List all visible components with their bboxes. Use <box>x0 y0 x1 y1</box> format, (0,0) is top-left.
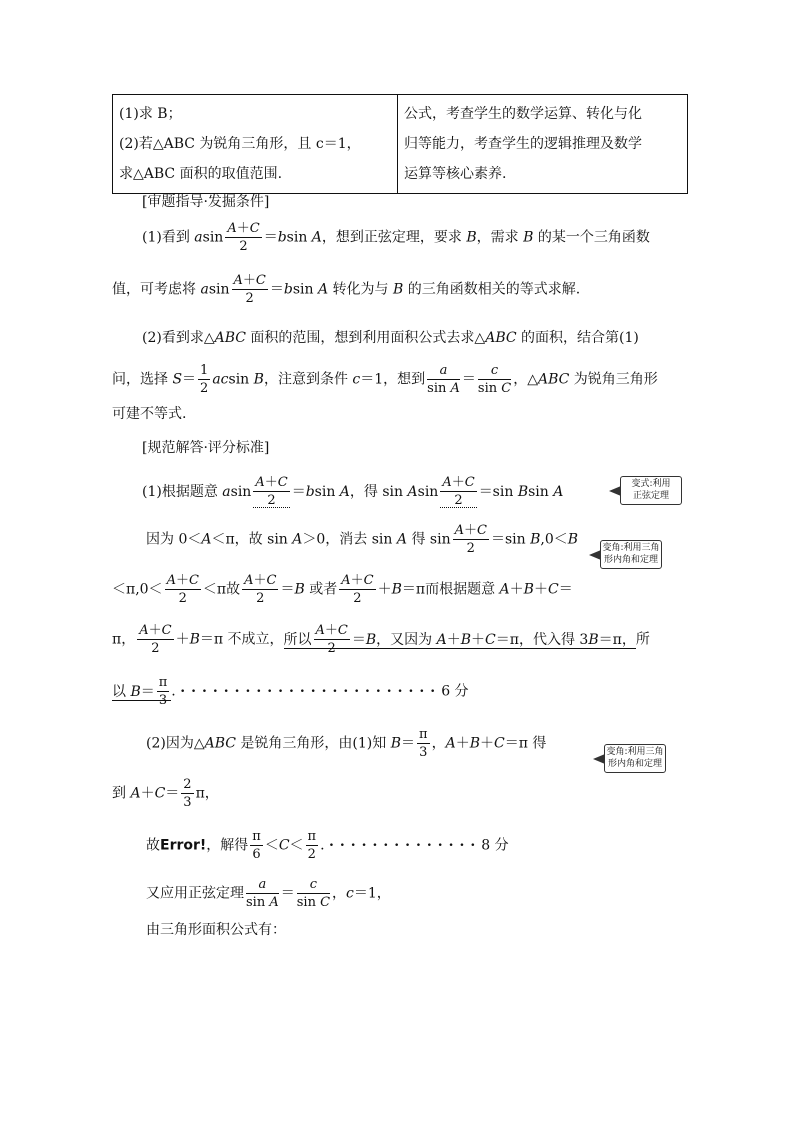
analysis-line-1: 公式，考查学生的数学运算、转化与化 <box>404 106 642 122</box>
solution-part2-line-3: 故Error!，解得 $\frac{\pi}{6}$ ＜C＜ $\frac{\pi}{2}$ . ··············8 分 <box>146 829 509 862</box>
analysis-paragraph-2c: 可建不等式. <box>112 406 187 422</box>
section-heading-analysis: [审题指导·发掘条件] <box>142 194 270 210</box>
score-8: 8 分 <box>481 837 509 854</box>
error-text: Error! <box>160 837 207 854</box>
problem-line-3: 求△ABC 面积的取值范围. <box>119 166 283 182</box>
analysis-line-2: 归等能力，考查学生的逻辑推理及数学 <box>404 136 642 152</box>
problem-table <box>112 94 688 194</box>
problem-line-1: (1)求 B； <box>119 106 182 122</box>
analysis-paragraph-2a: (2)看到求△ABC 面积的范围，想到利用面积公式去求△ABC 的面积，结合第(1) <box>142 330 639 346</box>
score-6: 6 分 <box>441 683 469 700</box>
solution-line-1: (1)根据题意 asin $\frac{A+C}{2}$ ＝bsin A，得 sin Asin $\frac{A+C}{2}$ ＝sin Bsin A <box>142 475 564 508</box>
solution-part2-line-4: 又应用正弦定理 $\frac{a}{\text{sin A}}$ ＝ $\frac{c}{\text{sin C}}$ ，c＝1， <box>146 877 391 910</box>
solution-line-2: 因为 0＜A＜π，故 sin A＞0，消去 sin A 得 sin $\frac{A+C}{2}$ ＝sin B,0＜B <box>146 523 579 556</box>
callout-angle-sum-1: 变角:利用三角 形内角和定理 <box>600 540 662 569</box>
analysis-paragraph-1b: 值，可考虑将 asin $\frac{A+C}{2}$ ＝bsin A 转化为与 B 的三角函数相关的等式求解. <box>112 273 581 306</box>
solution-line-5: 以 B＝ $\frac{\pi}{3}$ . ························6 分 <box>112 675 469 708</box>
solution-part2-line-2: 到 A＋C＝ $\frac{2}{3}$ π， <box>112 777 219 810</box>
problem-line-2: (2)若△ABC 为锐角三角形，且 c＝1， <box>119 136 361 152</box>
callout-angle-sum-2: 变角:利用三角 形内角和定理 <box>604 744 666 773</box>
analysis-line-3: 运算等核心素养. <box>404 166 507 182</box>
section-heading-solution: [规范解答·评分标准] <box>142 440 270 456</box>
analysis-cell <box>398 95 688 194</box>
solution-line-3: ＜π,0＜ $\frac{A+C}{2}$ ＜π故 $\frac{A+C}{2}$ ＝B 或者 $\frac{A+C}{2}$ ＋B＝π而根据题意 A＋B＋C＝ <box>112 573 573 606</box>
solution-part2-line-1: (2)因为△ABC 是锐角三角形，由(1)知 B＝ $\frac{\pi}{3}$ ，A＋B＋C＝π 得 <box>146 727 547 760</box>
problem-cell <box>113 95 398 194</box>
callout-sine-rule: 变式:利用 正弦定理 <box>620 476 682 505</box>
analysis-paragraph-1a: (1)看到 asin $\frac{A+C}{2}$ ＝bsin A，想到正弦定理，要求 B，需求 B 的某一个三角函数 <box>142 221 650 254</box>
analysis-paragraph-2b: 问，选择 S＝ $\frac{1}{2}$ acsin B，注意到条件 c＝1，想到 $\frac{a}{\text{sin A}}$ ＝ $\frac{c}{\text{sin C}}$ ，△ABC 为锐角三角形 <box>112 363 658 396</box>
solution-line-4: π， $\frac{A+C}{2}$ ＋B＝π 不成立，所以 $\frac{A+C}{2}$ ＝B，又因为 A＋B＋C＝π，代入得 3B＝π，所 <box>112 623 650 656</box>
solution-part2-line-5: 由三角形面积公式有： <box>146 922 286 938</box>
